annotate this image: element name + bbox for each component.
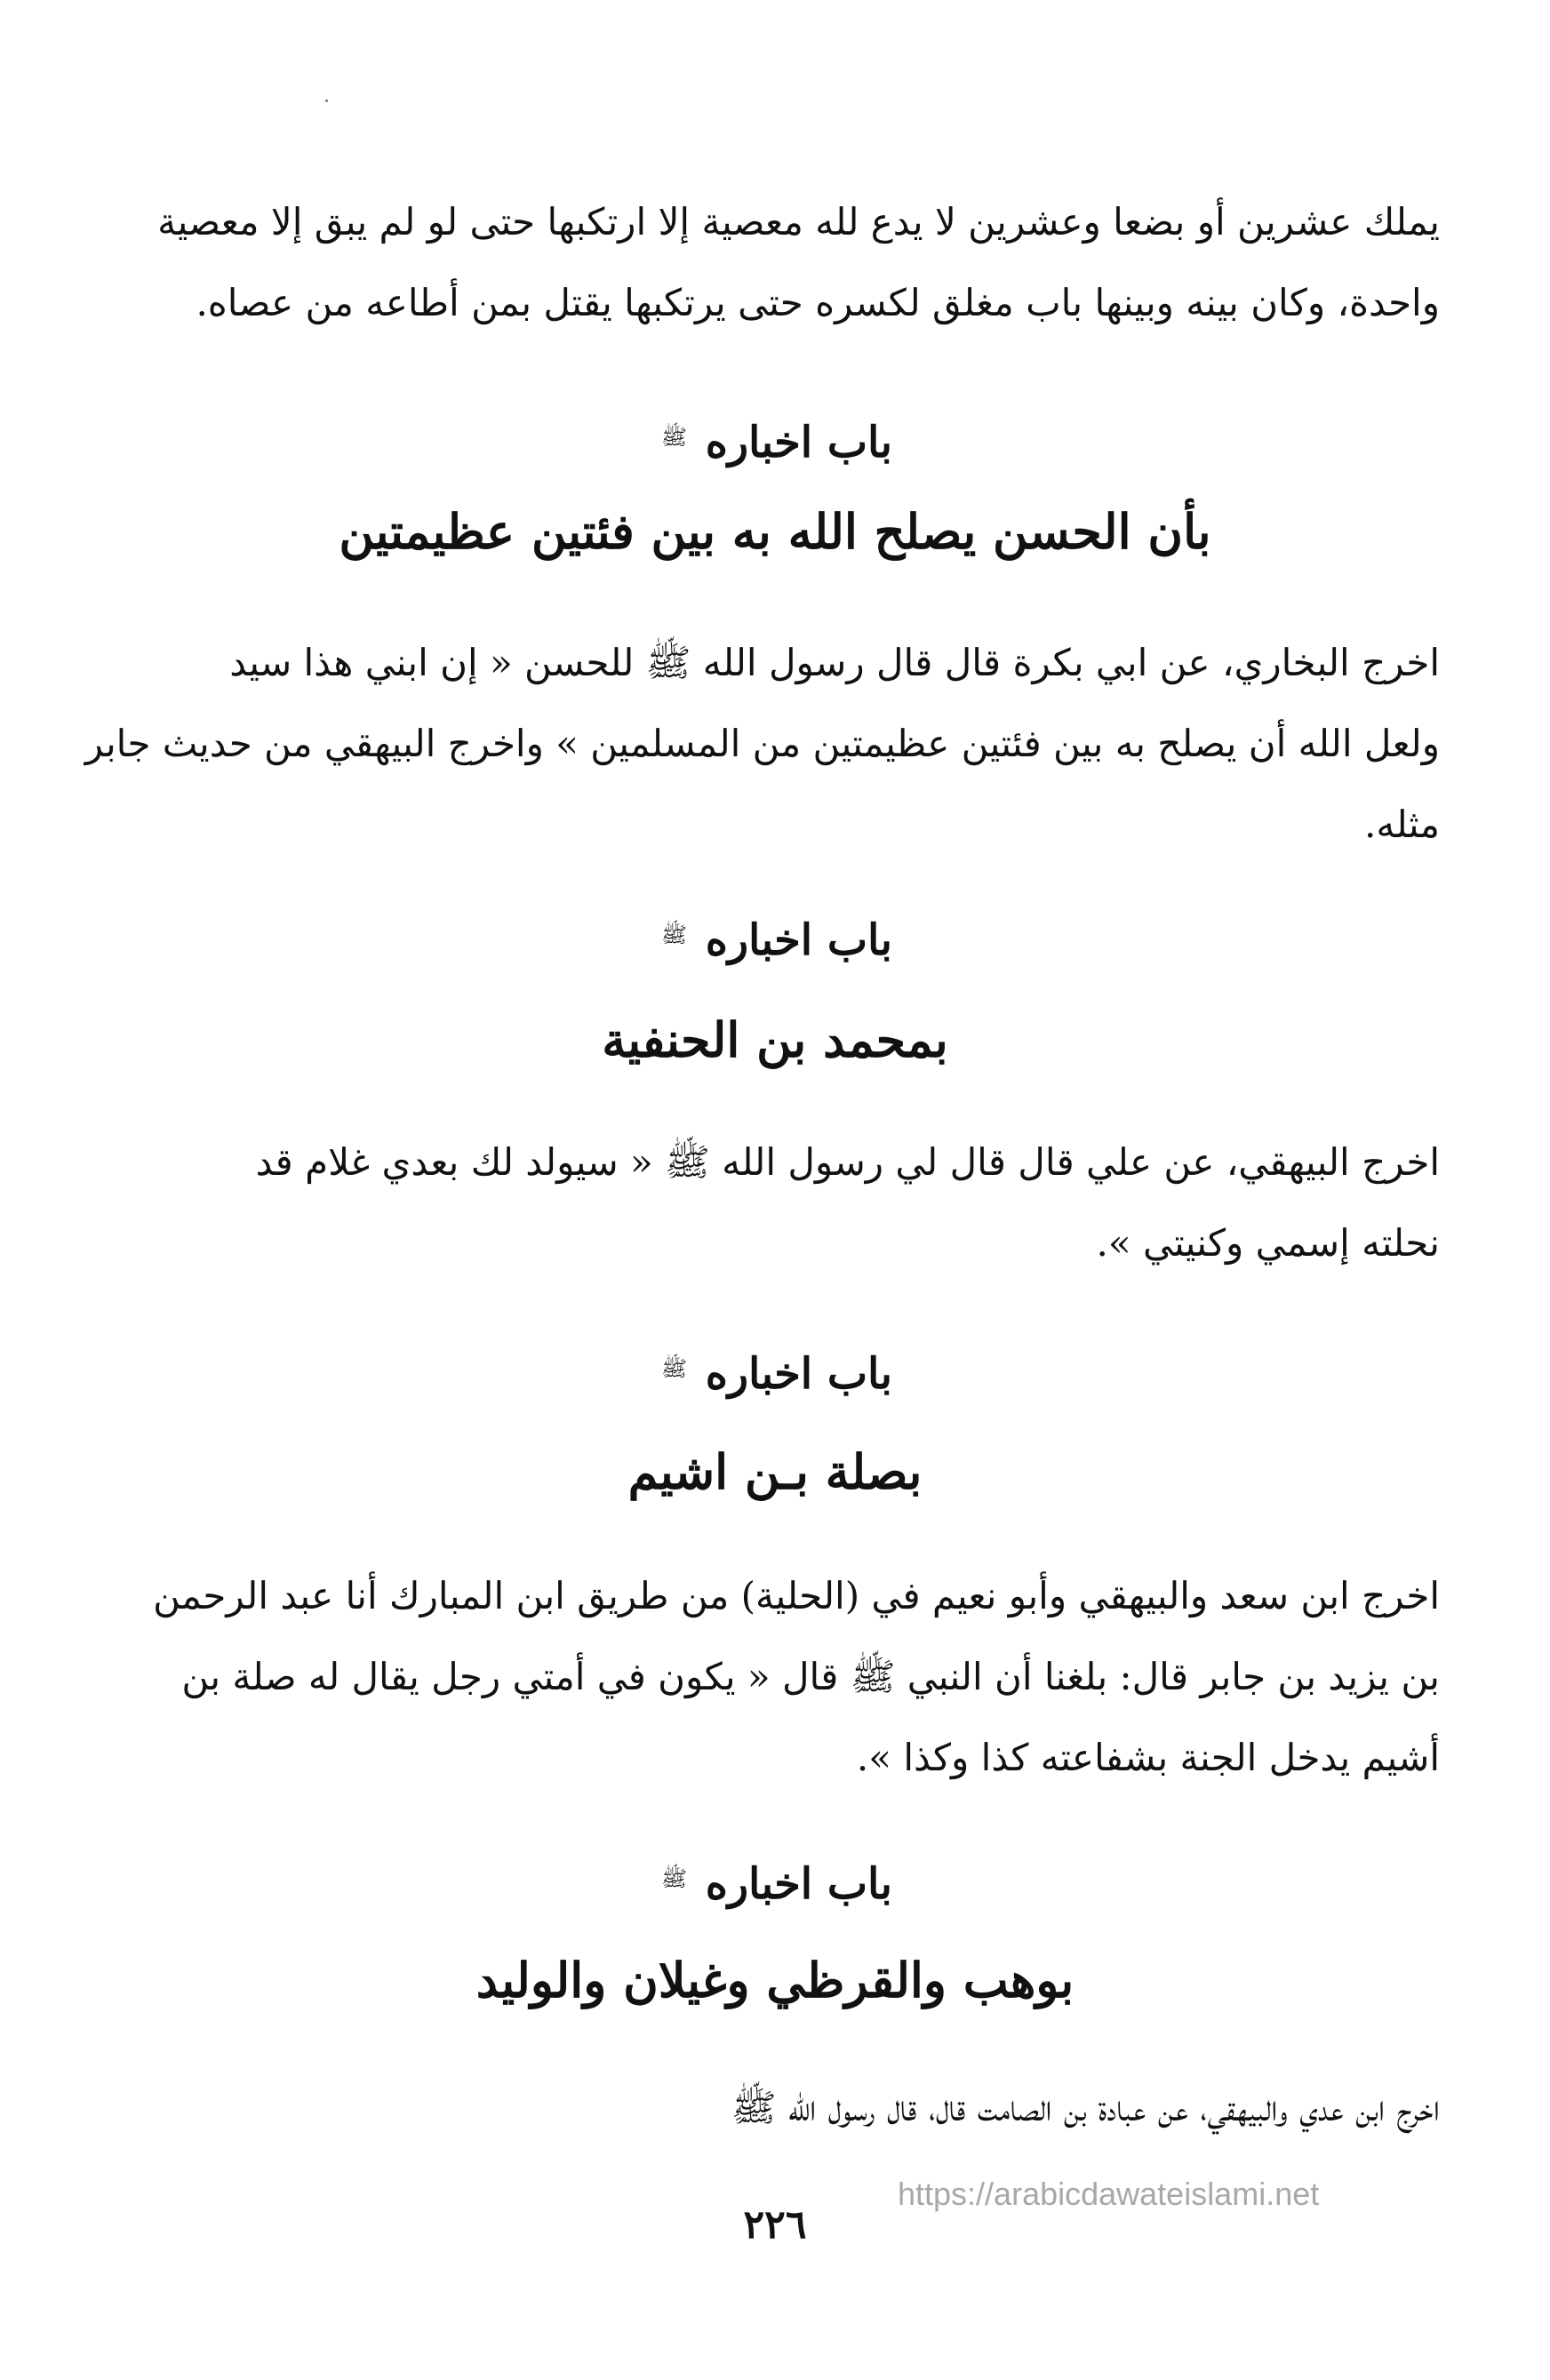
honorific-glyph: ﷺ xyxy=(660,425,687,450)
watermark-url: https://arabicdawateislami.net xyxy=(898,2176,1320,2212)
paragraph-line: يملك عشرين أو بضعا وعشرين لا يدع لله معصية إلا ارتكبها حتى لو لم يبق إلا معصية xyxy=(157,200,1440,244)
honorific-glyph: ﷺ xyxy=(660,1866,687,1891)
section-paragraph xyxy=(84,622,1440,865)
section-subheading: بأن الحسن يصلح الله به بين فئتين عظيمتين xyxy=(339,503,1211,560)
section-subheading: بصلة بـن اشيم xyxy=(627,1443,923,1500)
section-subheading: بمحمد بن الحنفية xyxy=(602,1011,948,1068)
paragraph-line: ولعل الله أن يصلح به بين فئتين عظيمتين من المسلمين » واخرج البيهقي من حديث جابر xyxy=(84,722,1440,765)
section-paragraph xyxy=(107,1555,1440,1798)
paragraph-line: اخرج البيهقي، عن علي قال قال لي رسول الله ﷺ « سيولد لك بعدي غلام قد xyxy=(255,1140,1440,1184)
heading-text: باب اخباره xyxy=(705,915,893,965)
honorific-glyph: ﷺ xyxy=(660,922,687,947)
honorific-glyph: ﷺ xyxy=(660,1356,687,1381)
page-number: ٢٢٦ xyxy=(743,2202,807,2248)
paragraph-line: مثله. xyxy=(1364,803,1440,846)
section-subheading: بوهب والقرظي وغيلان والوليد xyxy=(475,1952,1075,2009)
section-heading xyxy=(0,915,1550,965)
paragraph-line: نحلته إسمي وكنيتي ». xyxy=(1096,1221,1440,1265)
heading-text: باب اخباره xyxy=(705,418,893,467)
section-paragraph xyxy=(107,2067,1440,2148)
heading-text: باب اخباره xyxy=(705,1859,893,1909)
paragraph-line: اخرج البخاري، عن ابي بكرة قال قال رسول الله ﷺ للحسن « إن ابني هذا سيد xyxy=(229,641,1440,684)
section-heading xyxy=(0,418,1550,467)
paragraph-line: واحدة، وكان بينه وبينها باب مغلق لكسره حتى يرتكبها يقتل بمن أطاعه من عصاه. xyxy=(196,281,1440,324)
speck-mark xyxy=(325,100,328,102)
section-paragraph xyxy=(107,1122,1440,1283)
intro-paragraph xyxy=(107,181,1440,343)
paragraph-line: أشيم يدخل الجنة بشفاعته كذا وكذا ». xyxy=(856,1736,1440,1779)
paragraph-line: اخرج ابن عدي والبيهقي، عن عبادة بن الصامت قال، قال رسول الله ﷺ xyxy=(731,2086,1440,2129)
paragraph-line: بن يزيد بن جابر قال: بلغنا أن النبي ﷺ قال « يكون في أمتي رجل يقال له صلة بن xyxy=(181,1655,1440,1698)
section-heading xyxy=(0,1349,1550,1399)
section-heading xyxy=(0,1859,1550,1909)
heading-text: باب اخباره xyxy=(705,1349,893,1399)
paragraph-line: اخرج ابن سعد والبيهقي وأبو نعيم في (الحلية) من طريق ابن المبارك أنا عبد الرحمن xyxy=(153,1574,1440,1617)
